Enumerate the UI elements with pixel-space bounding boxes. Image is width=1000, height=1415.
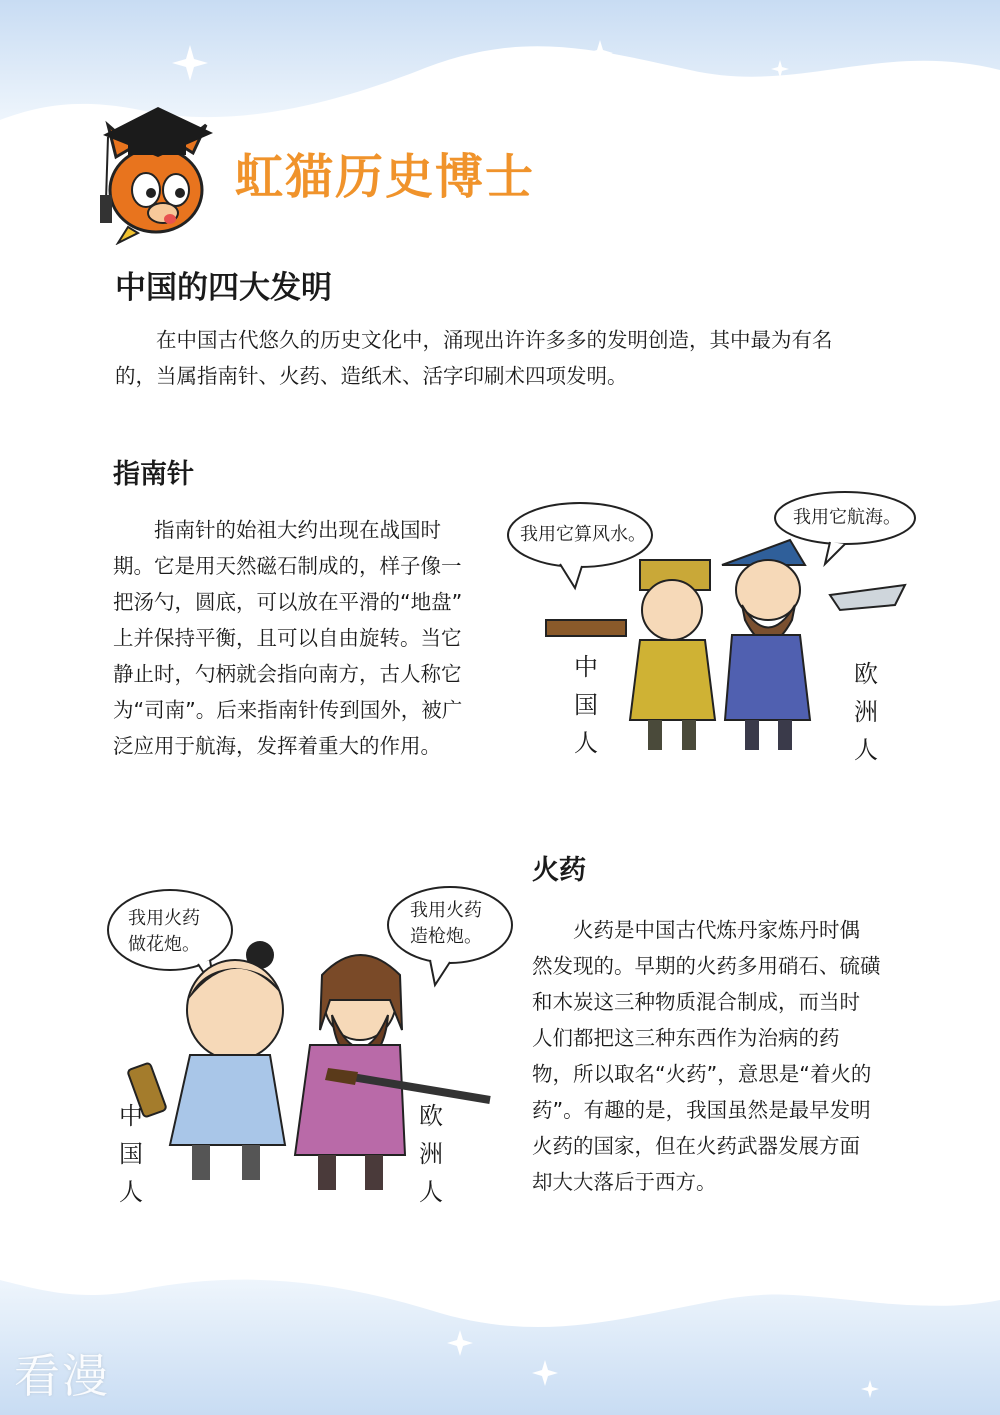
label-char: 欧	[419, 1102, 443, 1130]
section-heading-gunpowder: 火药	[532, 855, 586, 886]
compass-line: 泛应用于航海，发挥着重大的作用。	[113, 734, 441, 758]
label-european-person	[416, 1097, 446, 1211]
label-char: 国	[119, 1140, 143, 1168]
page-title: 虹猫历史博士	[235, 149, 536, 205]
compass-line: 为“司南”。后来指南针传到国外，被广	[113, 698, 463, 722]
bubble-line: 我用火药	[128, 908, 200, 929]
label-char: 洲	[854, 698, 878, 726]
speech-bubble-european: 我用它航海。	[793, 507, 901, 528]
compass-line: 上并保持平衡，且可以自由旋转。当它	[113, 626, 462, 650]
label-char: 人	[419, 1178, 443, 1206]
bubble-line: 做花炮。	[128, 934, 200, 955]
gunpowder-line: 药”。有趣的是，我国虽然是最早发明	[532, 1098, 871, 1122]
gunpowder-line: 然发现的。早期的火药多用硝石、硫磺	[532, 954, 881, 978]
bubble-line: 我用火药	[410, 900, 482, 921]
label-char: 国	[574, 691, 598, 719]
label-chinese-person	[571, 648, 601, 762]
compass-paragraph	[113, 512, 483, 764]
label-char: 人	[574, 729, 598, 757]
label-char: 欧	[854, 660, 878, 688]
gunpowder-line: 人们都把这三种东西作为治病的药	[532, 1026, 840, 1050]
speech-bubble-chinese: 我用它算风水。	[520, 524, 646, 545]
label-chinese-person	[116, 1097, 146, 1211]
gunpowder-line: 火药是中国古代炼丹家炼丹时偶	[573, 918, 860, 942]
intro-line: 在中国古代悠久的历史文化中，涌现出许许多多的发明创造，其中最为有名	[156, 328, 833, 352]
graduate-cat-mascot-icon	[88, 95, 218, 245]
label-european-person	[851, 655, 881, 769]
section-heading-compass: 指南针	[113, 459, 194, 490]
intro-line: 的，当属指南针、火药、造纸术、活字印刷术四项发明。	[115, 364, 628, 388]
compass-line: 指南针的始祖大约出现在战国时	[154, 518, 441, 542]
speech-bubble-european	[410, 898, 482, 950]
label-char: 中	[574, 653, 598, 681]
bubble-line: 造枪炮。	[410, 926, 482, 947]
compass-line: 静止时，勺柄就会指向南方，古人称它	[113, 662, 462, 686]
intro-paragraph	[115, 322, 900, 394]
section-heading-four-inventions: 中国的四大发明	[115, 270, 332, 306]
gunpowder-paragraph	[532, 912, 902, 1200]
gunpowder-line: 和木炭这三种物质混合制成，而当时	[532, 990, 860, 1014]
speech-bubble-chinese	[128, 906, 200, 958]
gunpowder-line: 火药的国家，但在火药武器发展方面	[532, 1134, 860, 1158]
compass-line: 把汤勺，圆底，可以放在平滑的“地盘”	[113, 590, 463, 614]
watermark: 看漫	[14, 1349, 110, 1403]
label-char: 人	[854, 736, 878, 764]
label-char: 中	[119, 1102, 143, 1130]
label-char: 洲	[419, 1140, 443, 1168]
gunpowder-line: 却大大落后于西方。	[532, 1170, 717, 1194]
gunpowder-line: 物，所以取名“火药”，意思是“着火的	[532, 1062, 872, 1086]
compass-line: 期。它是用天然磁石制成的，样子像一	[113, 554, 462, 578]
label-char: 人	[119, 1178, 143, 1206]
